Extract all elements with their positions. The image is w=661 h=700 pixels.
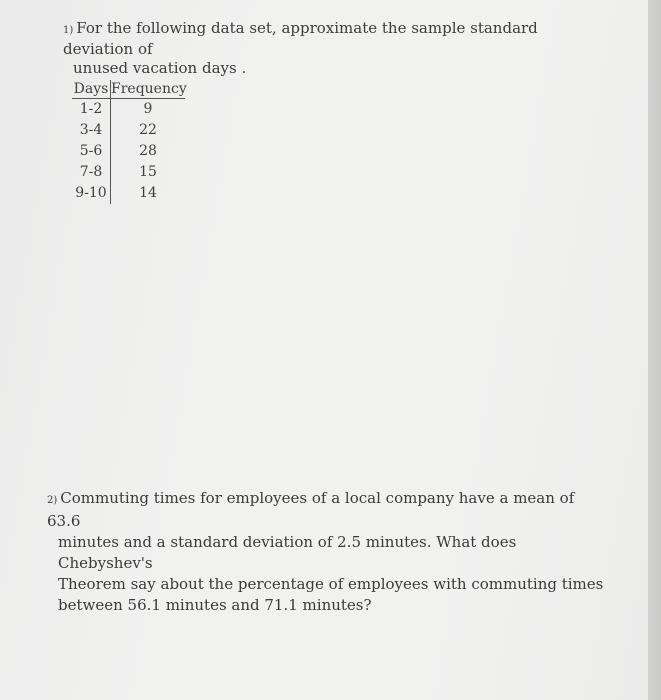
question-1-number: 1) xyxy=(63,25,74,36)
cell-frequency: 28 xyxy=(139,143,157,159)
question-2-text-line-3: Theorem say about the percentage of employees with commuting times xyxy=(58,575,604,593)
question-2-text-line-1: Commuting times for employees of a local company have a mean of 63.6 xyxy=(47,489,575,530)
header-frequency: Frequency xyxy=(111,81,187,97)
table-row xyxy=(72,120,185,141)
cell-days: 1-2 xyxy=(72,99,111,120)
question-2-text-line-2: minutes and a standard deviation of 2.5 minutes. What does Chebyshev's xyxy=(58,533,517,572)
frequency-table xyxy=(72,80,185,204)
cell-frequency: 15 xyxy=(139,164,157,180)
table-header xyxy=(72,80,185,99)
cell-days: 9-10 xyxy=(72,183,111,204)
cell-days: 5-6 xyxy=(72,141,111,162)
table-row xyxy=(72,183,185,204)
question-1 xyxy=(63,19,603,78)
question-2-number: 2) xyxy=(47,495,58,506)
cell-days: 7-8 xyxy=(72,162,111,183)
table-row xyxy=(72,162,185,183)
question-1-text-line-2: unused vacation days . xyxy=(73,59,247,77)
question-1-text-line-1: For the following data set, approximate the sample standard deviation of xyxy=(63,19,538,58)
header-days: Days xyxy=(72,80,111,98)
question-2-text-line-4: between 56.1 minutes and 71.1 minutes? xyxy=(58,596,372,614)
cell-days: 3-4 xyxy=(72,120,111,141)
cell-frequency: 14 xyxy=(139,185,157,201)
cell-frequency: 9 xyxy=(143,101,153,117)
question-2 xyxy=(47,488,607,616)
question-2-line-1 xyxy=(47,488,607,532)
table-row xyxy=(72,141,185,162)
cell-frequency: 22 xyxy=(139,122,157,138)
page-edge-shadow xyxy=(648,0,661,700)
table-row xyxy=(72,99,185,120)
question-1-line-1 xyxy=(63,19,603,59)
